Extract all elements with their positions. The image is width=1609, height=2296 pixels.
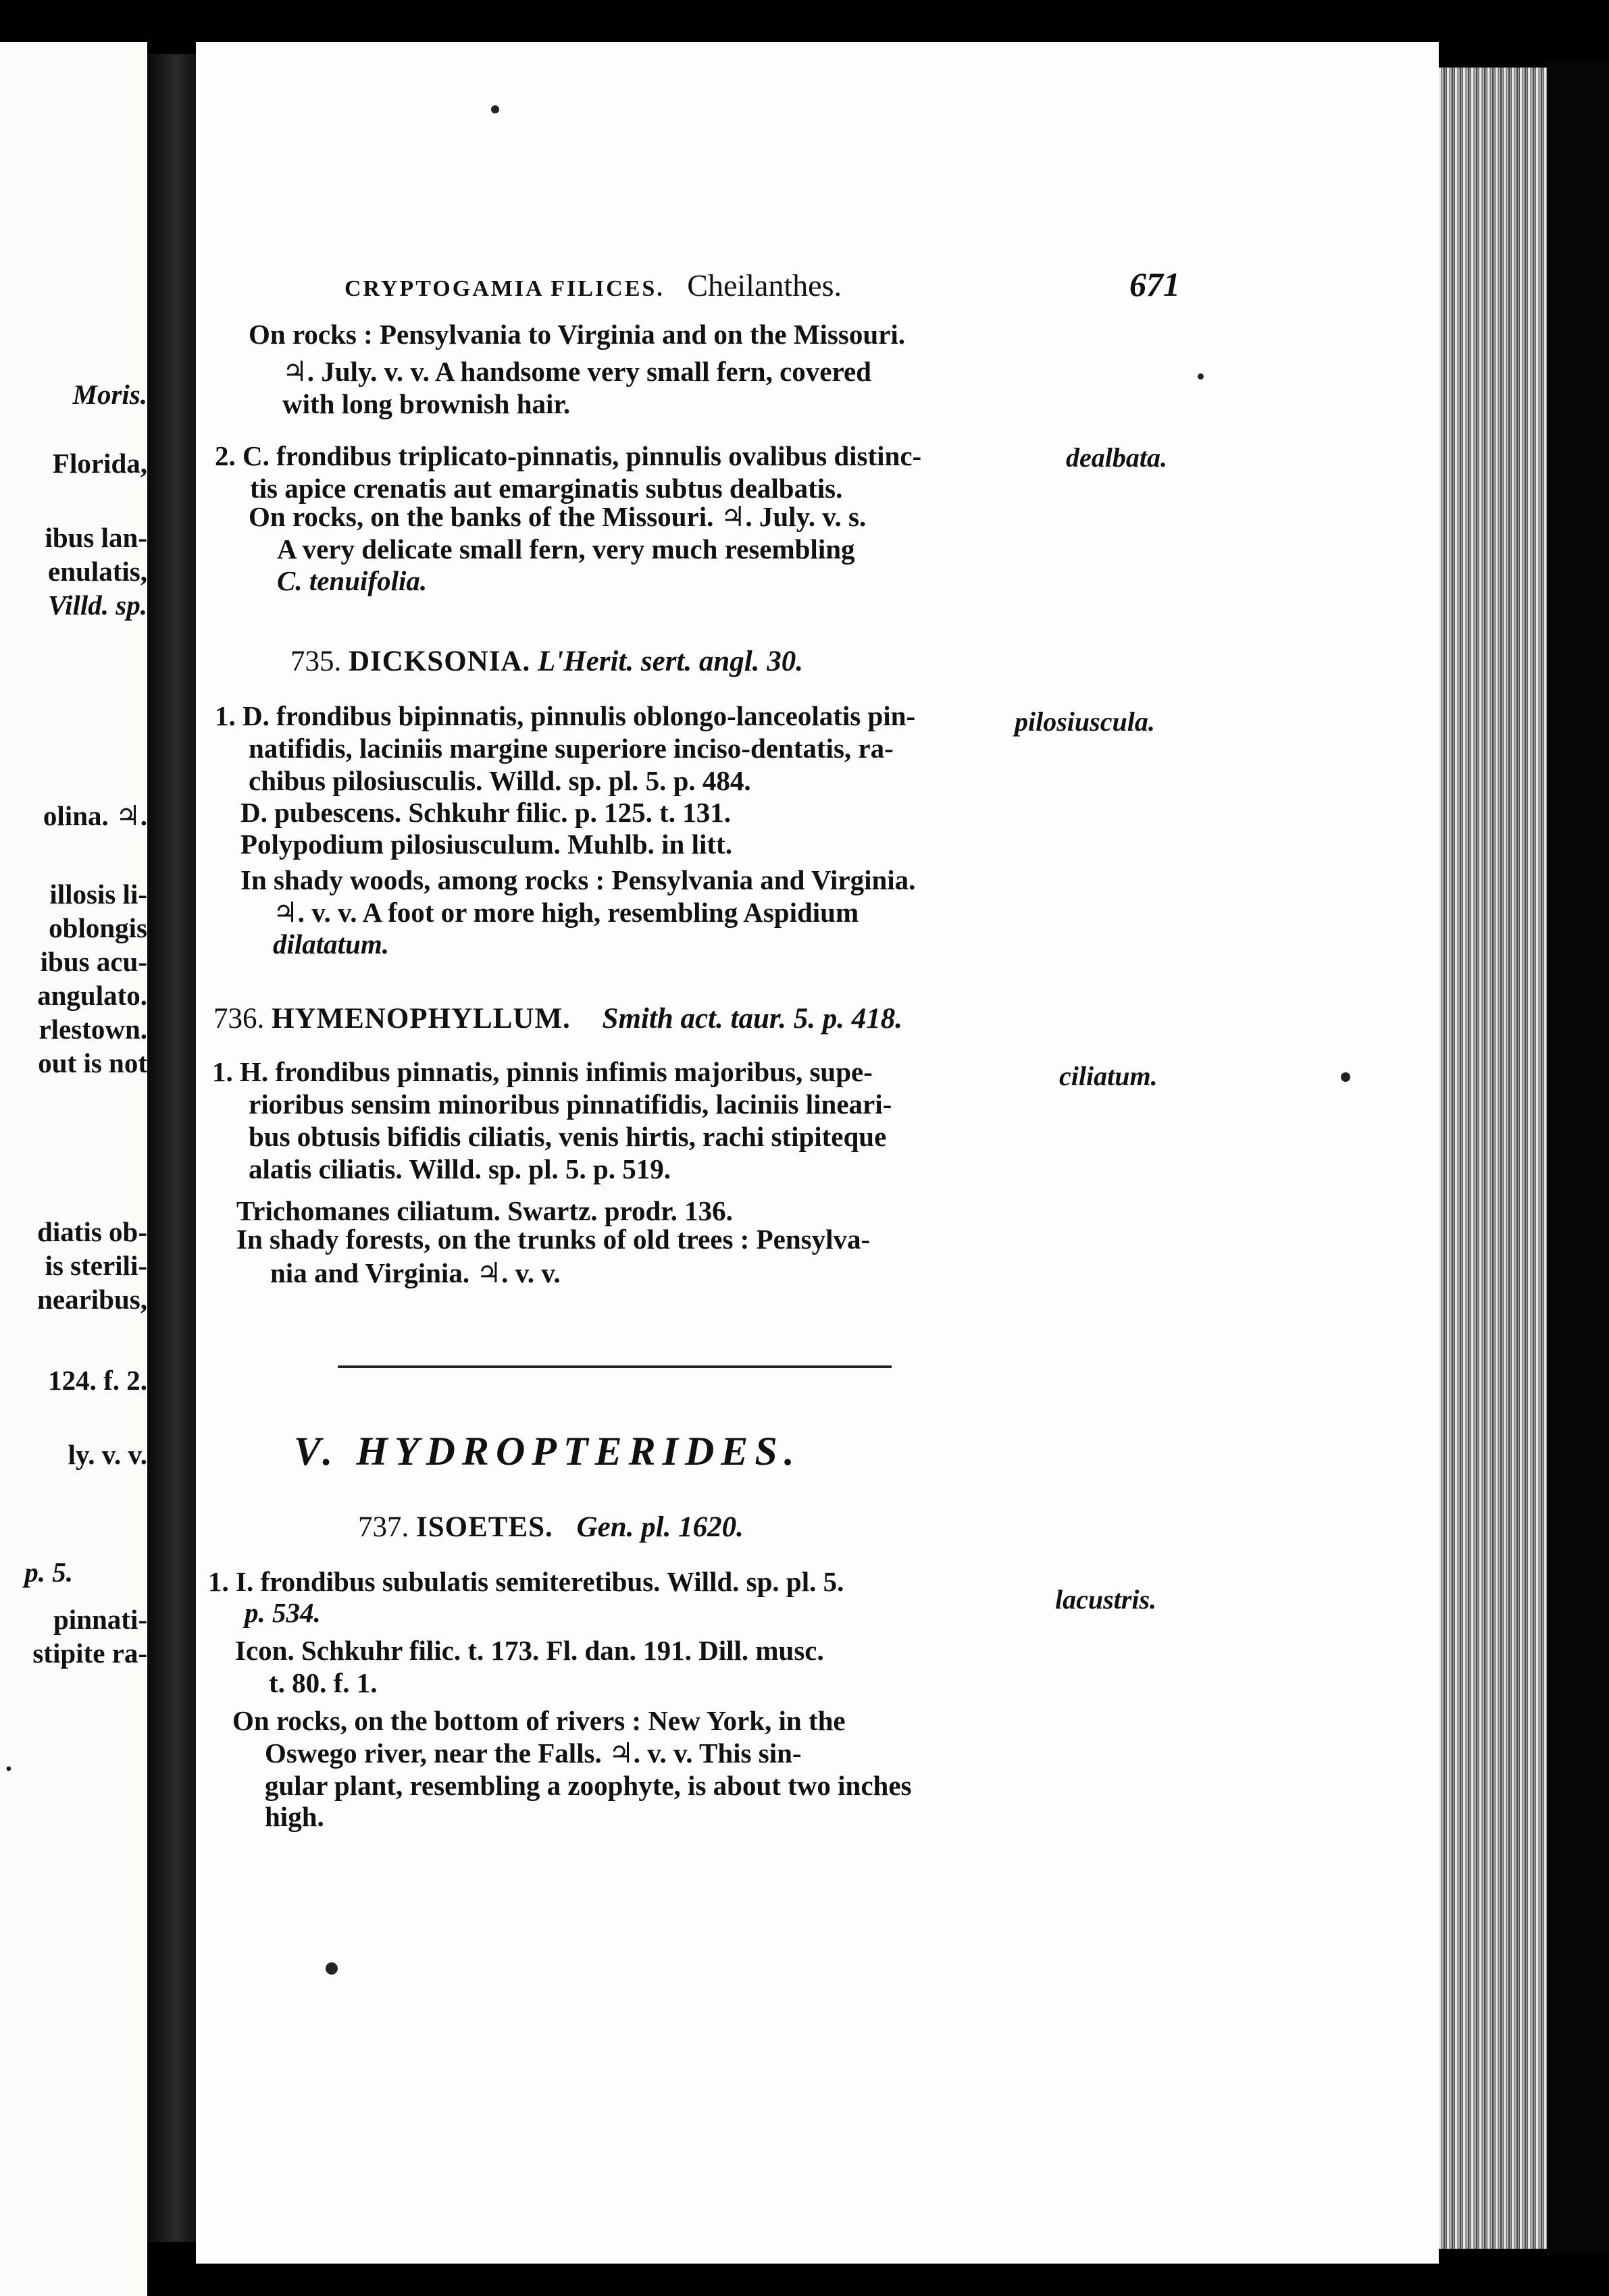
page-edges xyxy=(1439,68,1554,2249)
left-fragment: nearibus, xyxy=(37,1284,147,1315)
genus-number: 736. xyxy=(213,1003,265,1035)
text-line: t. 80. f. 1. xyxy=(269,1667,378,1698)
left-fragment: angulato. xyxy=(37,980,147,1011)
text-line: Trichomanes ciliatum. Swartz. prodr. 136. xyxy=(236,1195,733,1226)
genus-name: HYMENOPHYLLUM. xyxy=(272,1003,571,1035)
ink-speck xyxy=(1198,373,1204,380)
genus-reference: Smith act. taur. 5. p. 418. xyxy=(602,1003,902,1035)
genus-number: 735. xyxy=(290,646,342,677)
edge-shadow xyxy=(1547,61,1609,2255)
left-fragment: . xyxy=(5,1746,12,1777)
running-head xyxy=(344,270,842,301)
left-fragment: stipite ra- xyxy=(32,1638,147,1669)
text-line: nia and Virginia. ♃. v. v. xyxy=(270,1257,561,1288)
left-fragment: Moris. xyxy=(72,379,147,410)
left-fragment: oblongis xyxy=(49,912,147,943)
left-fragment: is sterili- xyxy=(45,1250,147,1281)
genus-heading xyxy=(213,1004,902,1033)
genus-reference: L'Herit. sert. angl. 30. xyxy=(538,646,803,677)
genus-name: DICKSONIA. xyxy=(349,646,531,677)
text-line: alatis ciliatis. Willd. sp. pl. 5. p. 519. xyxy=(249,1153,671,1184)
ink-speck xyxy=(1341,1072,1350,1082)
section-title: V. HYDROPTERIDES. xyxy=(294,1429,801,1473)
text-line: A very delicate small fern, very much resembling xyxy=(277,533,855,565)
text-line: ♃. v. v. A foot or more high, resembling Aspidium xyxy=(273,897,859,928)
left-fragment: Florida, xyxy=(52,448,147,479)
text-line: 2. C. frondibus triplicato-pinnatis, pinnulis ovalibus distinc- xyxy=(215,440,922,471)
text-line: tis apice crenatis aut emarginatis subtus dealbatis. xyxy=(250,473,843,504)
left-fragment: illosis li- xyxy=(49,879,147,910)
text-line: gular plant, resembling a zoophyte, is about two inches xyxy=(265,1770,912,1801)
text-line: Icon. Schkuhr filic. t. 173. Fl. dan. 191. Dill. musc. xyxy=(235,1635,824,1666)
text-line: On rocks : Pensylvania to Virginia and on the Missouri. xyxy=(249,319,905,350)
text-line: 1. H. frondibus pinnatis, pinnis infimis majoribus, supe- xyxy=(212,1056,873,1087)
left-fragment: rlestown. xyxy=(39,1014,147,1045)
text-line: 1. I. frondibus subulatis semiteretibus. Willd. sp. pl. 5. xyxy=(208,1566,844,1597)
text-line: D. pubescens. Schkuhr filic. p. 125. t. 131. xyxy=(240,797,731,828)
genus-name: ISOETES. xyxy=(416,1511,553,1543)
left-fragment: diatis ob- xyxy=(37,1216,147,1247)
running-head-genus: Cheilanthes. xyxy=(687,268,842,303)
genus-number: 737. xyxy=(358,1511,409,1543)
ink-speck xyxy=(326,1962,338,1975)
text-line: natifidis, laciniis margine superiore inciso-dentatis, ra- xyxy=(249,733,894,764)
text-line: On rocks, on the bottom of rivers : New York, in the xyxy=(232,1705,846,1736)
text-line: rioribus sensim minoribus pinnatifidis, laciniis lineari- xyxy=(249,1089,892,1120)
left-fragment: Villd. sp. xyxy=(48,590,147,621)
text-line: Oswego river, near the Falls. ♃. v. v. This sin- xyxy=(265,1738,802,1769)
facing-page-fragment xyxy=(0,42,147,2296)
left-fragment: ibus lan- xyxy=(45,522,147,553)
genus-heading xyxy=(290,647,803,676)
text-line: On rocks, on the banks of the Missouri. ♃. July. v. s. xyxy=(249,501,867,532)
species-name-margin: pilosiuscula. xyxy=(1015,706,1155,737)
section-rule xyxy=(338,1365,892,1368)
left-fragment: ly. v. v. xyxy=(68,1439,147,1470)
text-line: p. 534. xyxy=(245,1597,321,1628)
text-line: In shady forests, on the trunks of old trees : Pensylva- xyxy=(236,1224,871,1255)
left-fragment: out is not xyxy=(38,1047,147,1078)
ink-speck xyxy=(491,105,499,113)
text-line: bus obtusis bifidis ciliatis, venis hirtis, rachi stipiteque xyxy=(249,1121,887,1152)
species-name-margin: ciliatum. xyxy=(1059,1061,1158,1091)
left-fragment: p. 5. xyxy=(24,1557,73,1588)
book-gutter xyxy=(147,54,196,2242)
left-fragment: 124. f. 2. xyxy=(48,1365,147,1396)
text-line: dilatatum. xyxy=(273,929,390,960)
left-fragment: ibus acu- xyxy=(40,946,147,977)
text-line: chibus pilosiusculis. Willd. sp. pl. 5. p. 484. xyxy=(249,765,751,796)
species-name-margin: lacustris. xyxy=(1055,1584,1157,1615)
left-fragment: enulatis, xyxy=(48,556,147,587)
species-name-margin: dealbata. xyxy=(1066,442,1167,473)
text-line: C. tenuifolia. xyxy=(277,565,428,596)
text-line: In shady woods, among rocks : Pensylvania and Virginia. xyxy=(240,864,916,895)
left-fragment: olina. ♃. xyxy=(43,800,147,831)
genus-heading xyxy=(358,1513,744,1542)
text-line: high. xyxy=(265,1801,324,1832)
running-head-section: CRYPTOGAMIA FILICES. xyxy=(344,276,665,301)
text-line: Polypodium pilosiusculum. Muhlb. in litt. xyxy=(240,829,732,860)
genus-reference: Gen. pl. 1620. xyxy=(576,1511,744,1543)
left-fragment: pinnati- xyxy=(53,1604,147,1635)
text-line: with long brownish hair. xyxy=(282,388,571,419)
page-number: 671 xyxy=(1129,265,1180,303)
text-line: 1. D. frondibus bipinnatis, pinnulis oblongo-lanceolatis pin- xyxy=(215,700,916,731)
text-line: ♃. July. v. v. A handsome very small fern, covered xyxy=(282,356,871,387)
